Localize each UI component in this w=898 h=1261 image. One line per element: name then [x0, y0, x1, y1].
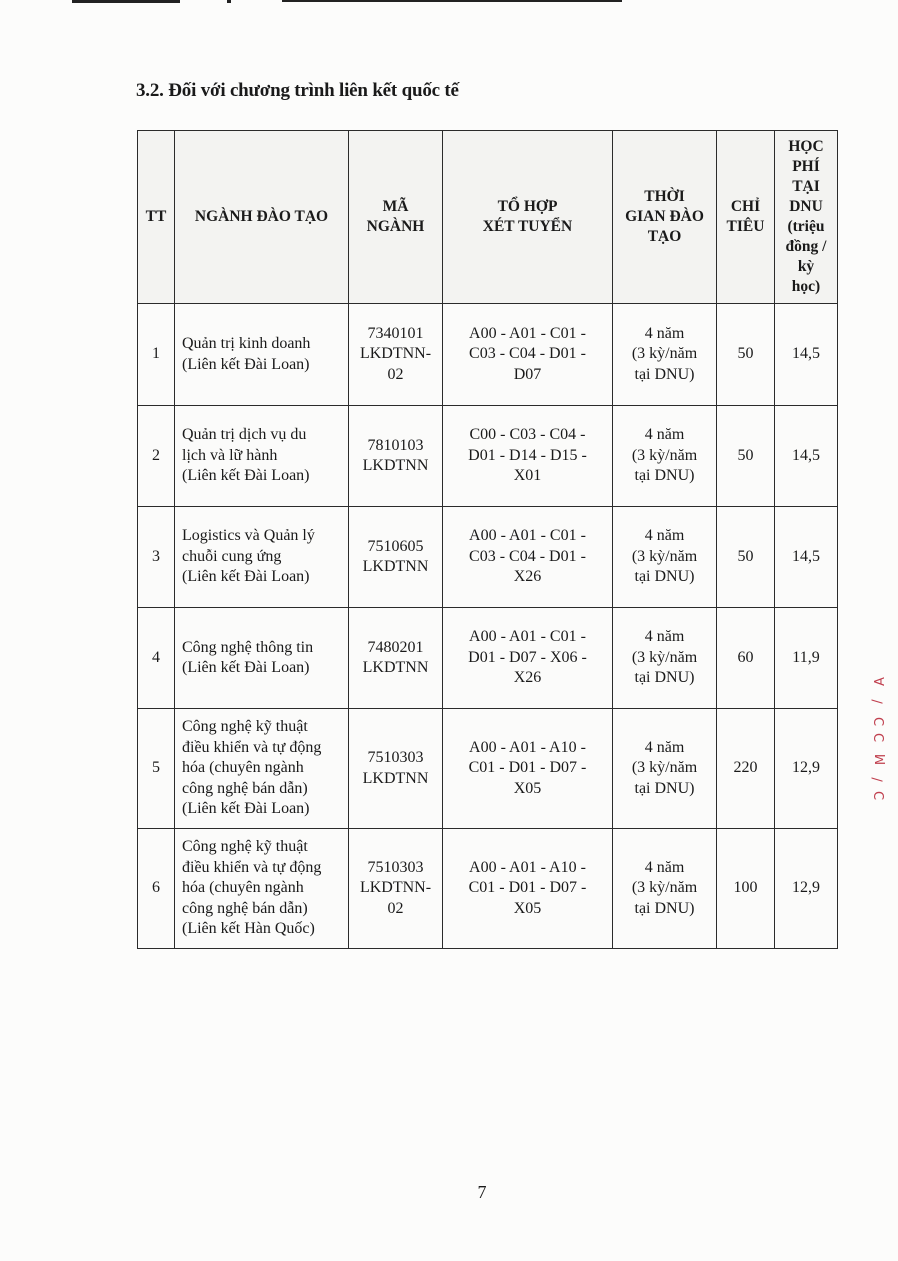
- cell-chi-tieu: 50: [717, 406, 775, 507]
- cell-to-hop: C00 - C03 - C04 - D01 - D14 - D15 - X01: [443, 406, 613, 507]
- cell-tt: 1: [138, 304, 175, 406]
- header-nganh-dao-tao: NGÀNH ĐÀO TẠO: [175, 131, 349, 304]
- table-header-row: [138, 131, 838, 304]
- admissions-table: [137, 130, 838, 949]
- cell-ma-nganh: 7510605 LKDTNN: [349, 507, 443, 608]
- cell-nganh: Quản trị kinh doanh (Liên kết Đài Loan): [175, 304, 349, 406]
- cell-thoi-gian: 4 năm (3 kỳ/năm tại DNU): [613, 304, 717, 406]
- table-row: [138, 829, 838, 949]
- cell-tt: 6: [138, 829, 175, 949]
- cell-to-hop: A00 - A01 - C01 - C03 - C04 - D01 - D07: [443, 304, 613, 406]
- header-tt: TT: [138, 131, 175, 304]
- table-row: [138, 709, 838, 829]
- cell-nganh: Công nghệ thông tin (Liên kết Đài Loan): [175, 608, 349, 709]
- stamp-glyph: M: [874, 753, 890, 766]
- stamp-glyph: A: [872, 677, 888, 686]
- cell-to-hop: A00 - A01 - C01 - D01 - D07 - X06 - X26: [443, 608, 613, 709]
- stamp-glyph: Ɔ: [873, 790, 889, 801]
- previous-page-edge-marks: [0, 0, 898, 6]
- header-thoi-gian-dao-tao: THỜI GIAN ĐÀO TẠO: [613, 131, 717, 304]
- cell-hoc-phi: 12,9: [775, 829, 838, 949]
- cell-nganh: Quản trị dịch vụ du lịch và lữ hành (Liên kết Đài Loan): [175, 406, 349, 507]
- cell-chi-tieu: 100: [717, 829, 775, 949]
- cell-tt: 2: [138, 406, 175, 507]
- cell-nganh: Công nghệ kỹ thuật điều khiển và tự động hóa (chuyên ngành công nghệ bán dẫn) (Liên kết Hàn Quốc): [175, 829, 349, 949]
- header-chi-tieu: CHỈ TIÊU: [717, 131, 775, 304]
- cell-thoi-gian: 4 năm (3 kỳ/năm tại DNU): [613, 406, 717, 507]
- cell-to-hop: A00 - A01 - A10 - C01 - D01 - D07 - X05: [443, 709, 613, 829]
- table-row: [138, 608, 838, 709]
- section-title: 3.2. Đối với chương trình liên kết quốc tế: [136, 80, 459, 101]
- edge-mark: [72, 0, 180, 3]
- cell-ma-nganh: 7510303 LKDTNN: [349, 709, 443, 829]
- cell-to-hop: A00 - A01 - A10 - C01 - D01 - D07 - X05: [443, 829, 613, 949]
- stamp-glyph: /: [870, 777, 886, 782]
- header-ma-nganh: MÃ NGÀNH: [349, 131, 443, 304]
- cell-hoc-phi: 11,9: [775, 608, 838, 709]
- cell-ma-nganh: 7480201 LKDTNN: [349, 608, 443, 709]
- stamp-glyph: /: [870, 699, 886, 704]
- cell-thoi-gian: 4 năm (3 kỳ/năm tại DNU): [613, 829, 717, 949]
- table-row: [138, 304, 838, 406]
- cell-nganh: Công nghệ kỹ thuật điều khiển và tự động hóa (chuyên ngành công nghệ bán dẫn) (Liên kết Đài Loan): [175, 709, 349, 829]
- cell-hoc-phi: 14,5: [775, 507, 838, 608]
- cell-hoc-phi: 12,9: [775, 709, 838, 829]
- cell-chi-tieu: 60: [717, 608, 775, 709]
- cell-thoi-gian: 4 năm (3 kỳ/năm tại DNU): [613, 709, 717, 829]
- header-to-hop-xet-tuyen: TỔ HỢP XÉT TUYỂN: [443, 131, 613, 304]
- cell-chi-tieu: 50: [717, 507, 775, 608]
- page-number: 7: [477, 1182, 487, 1202]
- cell-chi-tieu: 220: [717, 709, 775, 829]
- cell-hoc-phi: 14,5: [775, 304, 838, 406]
- cell-chi-tieu: 50: [717, 304, 775, 406]
- cell-tt: 4: [138, 608, 175, 709]
- cell-to-hop: A00 - A01 - C01 - C03 - C04 - D01 - X26: [443, 507, 613, 608]
- cell-ma-nganh: 7340101 LKDTNN- 02: [349, 304, 443, 406]
- cell-tt: 5: [138, 709, 175, 829]
- cell-hoc-phi: 14,5: [775, 406, 838, 507]
- cell-nganh: Logistics và Quản lý chuỗi cung ứng (Liên kết Đài Loan): [175, 507, 349, 608]
- edge-mark: [227, 0, 231, 3]
- cell-ma-nganh: 7810103 LKDTNN: [349, 406, 443, 507]
- table-row: [138, 507, 838, 608]
- edge-mark: [282, 0, 622, 2]
- stamp-glyph: Ɔ: [873, 732, 889, 743]
- cell-thoi-gian: 4 năm (3 kỳ/năm tại DNU): [613, 608, 717, 709]
- table-row: [138, 406, 838, 507]
- cell-tt: 3: [138, 507, 175, 608]
- red-stamp-marks: [868, 668, 898, 828]
- header-hoc-phi: HỌC PHÍ TẠI DNU (triệu đồng / kỳ học): [775, 131, 838, 304]
- cell-ma-nganh: 7510303 LKDTNN- 02: [349, 829, 443, 949]
- stamp-glyph: Ɔ: [873, 716, 889, 727]
- cell-thoi-gian: 4 năm (3 kỳ/năm tại DNU): [613, 507, 717, 608]
